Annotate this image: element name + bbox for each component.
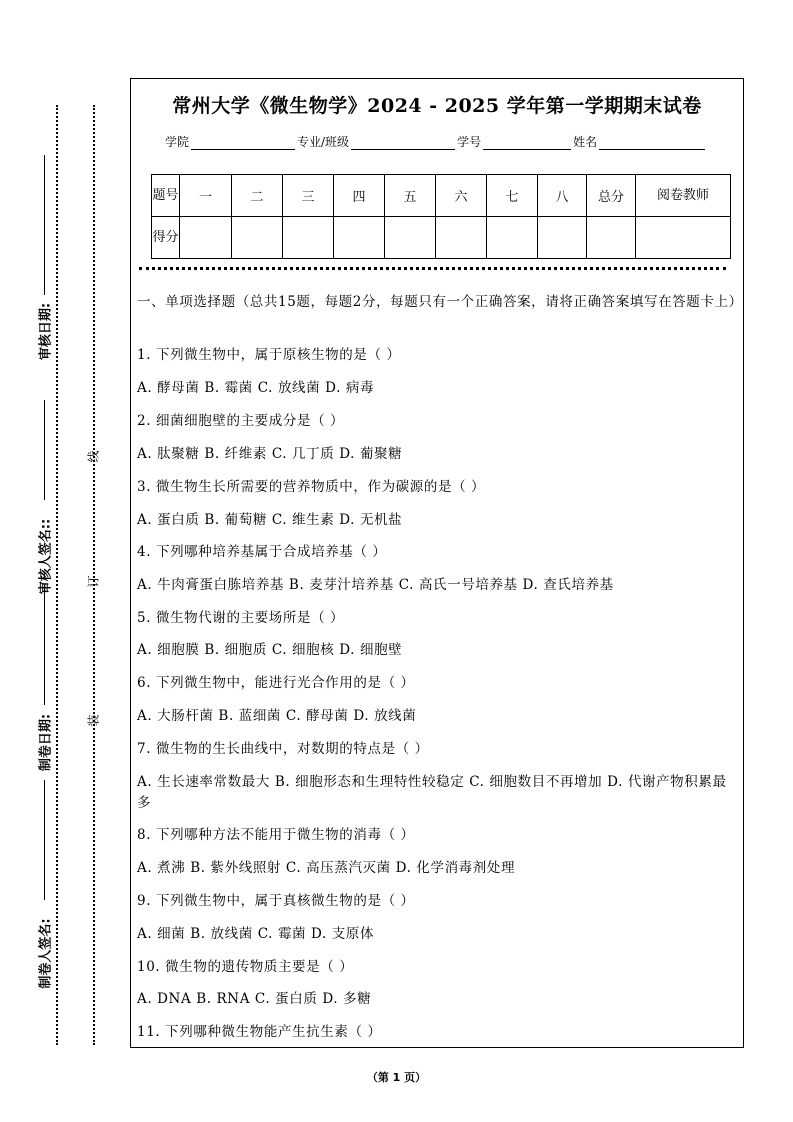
binding-dotted-line xyxy=(56,105,58,1045)
maker-sign-label: 制卷人签名: xyxy=(38,918,54,989)
question-6-options: A. 大肠杆菌 B. 蓝细菌 C. 酵母菌 D. 放线菌 xyxy=(137,708,417,724)
score-table xyxy=(151,174,731,259)
question-3: 3. 微生物生长所需要的营养物质中，作为碳源的是（ ） xyxy=(137,479,486,495)
college-field[interactable] xyxy=(191,137,295,150)
score-cell xyxy=(587,217,636,259)
col-5: 五 xyxy=(385,175,436,217)
dotted-separator xyxy=(139,267,726,270)
exam-frame xyxy=(130,78,744,1048)
question-8-options: A. 煮沸 B. 紫外线照射 C. 高压蒸汽灭菌 D. 化学消毒剂处理 xyxy=(137,860,516,876)
score-cell xyxy=(180,217,232,259)
col-1: 一 xyxy=(180,175,232,217)
score-cell xyxy=(283,217,334,259)
question-6: 6. 下列微生物中，能进行光合作用的是（ ） xyxy=(137,675,415,691)
score-cell xyxy=(538,217,587,259)
name-field[interactable] xyxy=(599,137,705,150)
col-4: 四 xyxy=(334,175,385,217)
col-6: 六 xyxy=(436,175,487,217)
review-date-line xyxy=(44,155,45,295)
student-id-label: 学号 xyxy=(457,135,482,149)
student-id-field[interactable] xyxy=(483,137,571,150)
col-8: 八 xyxy=(538,175,587,217)
maker-sign-line xyxy=(44,780,45,900)
review-date-label: 审核日期: xyxy=(38,302,54,361)
major-label: 专业/班级 xyxy=(297,135,350,149)
score-table-score-row xyxy=(152,217,731,259)
question-2-options: A. 肽聚糖 B. 纤维素 C. 几丁质 D. 葡聚糖 xyxy=(137,446,403,462)
score-cell xyxy=(334,217,385,259)
name-label: 姓名 xyxy=(573,135,598,149)
question-10: 10. 微生物的遗传物质主要是（ ） xyxy=(137,959,354,975)
question-7-options: A. 生长速率常数最大 B. 细胞形态和生理特性较稳定 C. 细胞数目不再增加 D. 代谢产物积累最多 xyxy=(137,774,727,811)
student-info-row xyxy=(165,133,707,150)
question-10-options: A. DNA B. RNA C. 蛋白质 D. 多糖 xyxy=(137,991,372,1007)
col-2: 二 xyxy=(232,175,283,217)
college-label: 学院 xyxy=(165,135,190,149)
question-9: 9. 下列微生物中，属于真核微生物的是（ ） xyxy=(137,893,415,909)
question-8: 8. 下列哪种方法不能用于微生物的消毒（ ） xyxy=(137,827,415,843)
question-3-options: A. 蛋白质 B. 葡萄糖 C. 维生素 D. 无机盐 xyxy=(137,512,403,528)
score-cell xyxy=(436,217,487,259)
reviewer-sign-line xyxy=(44,400,45,500)
question-11: 11. 下列哪种微生物能产生抗生素（ ） xyxy=(137,1024,382,1040)
question-number-header: 题号 xyxy=(152,175,180,217)
question-9-options: A. 细菌 B. 放线菌 C. 霉菌 D. 支原体 xyxy=(137,926,375,942)
bind-fold-char: 装 xyxy=(86,714,101,727)
score-table-header-row xyxy=(152,175,731,217)
exam-title: 常州大学《微生物学》2024 - 2025 学年第一学期期末试卷 xyxy=(172,95,702,117)
score-cell xyxy=(636,217,731,259)
question-7: 7. 微生物的生长曲线中，对数期的特点是（ ） xyxy=(137,741,429,757)
bind-staple-char: 订 xyxy=(86,575,101,588)
page-number: （第 1 页） xyxy=(366,1071,427,1084)
col-7: 七 xyxy=(487,175,538,217)
question-1-options: A. 酵母菌 B. 霉菌 C. 放线菌 D. 病毒 xyxy=(137,380,375,396)
score-row-header: 得分 xyxy=(152,217,180,259)
col-grader: 阅卷教师 xyxy=(636,175,731,217)
make-date-line xyxy=(44,585,45,705)
question-5-options: A. 细胞膜 B. 细胞质 C. 细胞核 D. 细胞壁 xyxy=(137,642,403,658)
section-heading: 一、单项选择题（总共15题，每题2分，每题只有一个正确答案，请将正确答案填写在答题卡上） xyxy=(137,294,743,310)
bind-line-char: 线 xyxy=(86,450,101,463)
question-5: 5. 微生物代谢的主要场所是（ ） xyxy=(137,610,345,626)
major-field[interactable] xyxy=(351,137,455,150)
score-cell xyxy=(232,217,283,259)
score-cell xyxy=(487,217,538,259)
make-date-label: 制卷日期: xyxy=(38,713,54,772)
score-cell xyxy=(385,217,436,259)
col-3: 三 xyxy=(283,175,334,217)
question-4-options: A. 牛肉膏蛋白胨培养基 B. 麦芽汁培养基 C. 高氏一号培养基 D. 查氏培养基 xyxy=(137,577,614,593)
question-2: 2. 细菌细胞壁的主要成分是（ ） xyxy=(137,413,345,429)
question-1: 1. 下列微生物中，属于原核生物的是（ ） xyxy=(137,347,401,363)
reviewer-sign-label: 审核人签名:: xyxy=(38,518,54,595)
col-total: 总分 xyxy=(587,175,636,217)
question-4: 4. 下列哪种培养基属于合成培养基（ ） xyxy=(137,544,387,560)
